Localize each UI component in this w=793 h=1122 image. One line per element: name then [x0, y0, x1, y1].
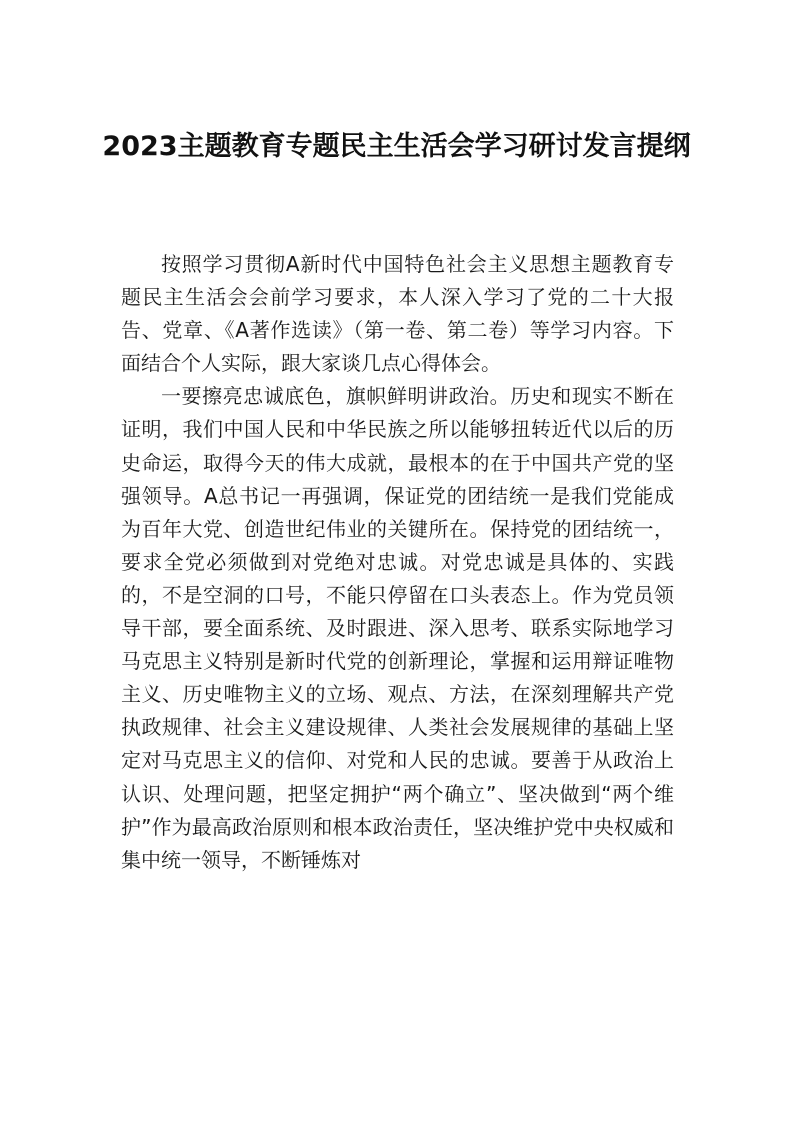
document-body: [121, 248, 674, 877]
paragraph-point-one: 一要擦亮忠诚底色，旗帜鲜明讲政治。历史和现实不断在证明，我们中国人民和中华民族之所以能够扭转近代以后的历史命运，取得今天的伟大成就，最根本的在于中国共产党的坚强领导。A总书记一再强调，保证党的团结统一是我们党能成为百年大党、创造世纪伟业的关键所在。保持党的团结统一，要求全党必须做到对党绝对忠诚。对党忠诚是具体的、实践的，不是空洞的口号，不能只停留在口头表态上。作为党员领导干部，要全面系统、及时跟进、深入思考、联系实际地学习马克思主义特别是新时代党的创新理论，掌握和运用辩证唯物主义、历史唯物主义的立场、观点、方法，在深刻理解共产党执政规律、社会主义建设规律、人类社会发展规律的基础上坚定对马克思主义的信仰、对党和人民的忠诚。要善于从政治上认识、处理问题，把坚定拥护“两个确立”、坚决做到“两个维护”作为最高政治原则和根本政治责任，坚决维护党中央权威和集中统一领导，不断锤炼对: [121, 384, 674, 872]
paragraph-intro: 按照学习贯彻A新时代中国特色社会主义思想主题教育专题民主生活会会前学习要求，本人深入学习了党的二十大报告、党章、《A著作选读》（第一卷、第二卷）等学习内容。下面结合个人实际，跟大家谈几点心得体会。: [121, 252, 674, 376]
document-title: 2023主题教育专题民主生活会学习研讨发言提纲: [102, 131, 691, 162]
